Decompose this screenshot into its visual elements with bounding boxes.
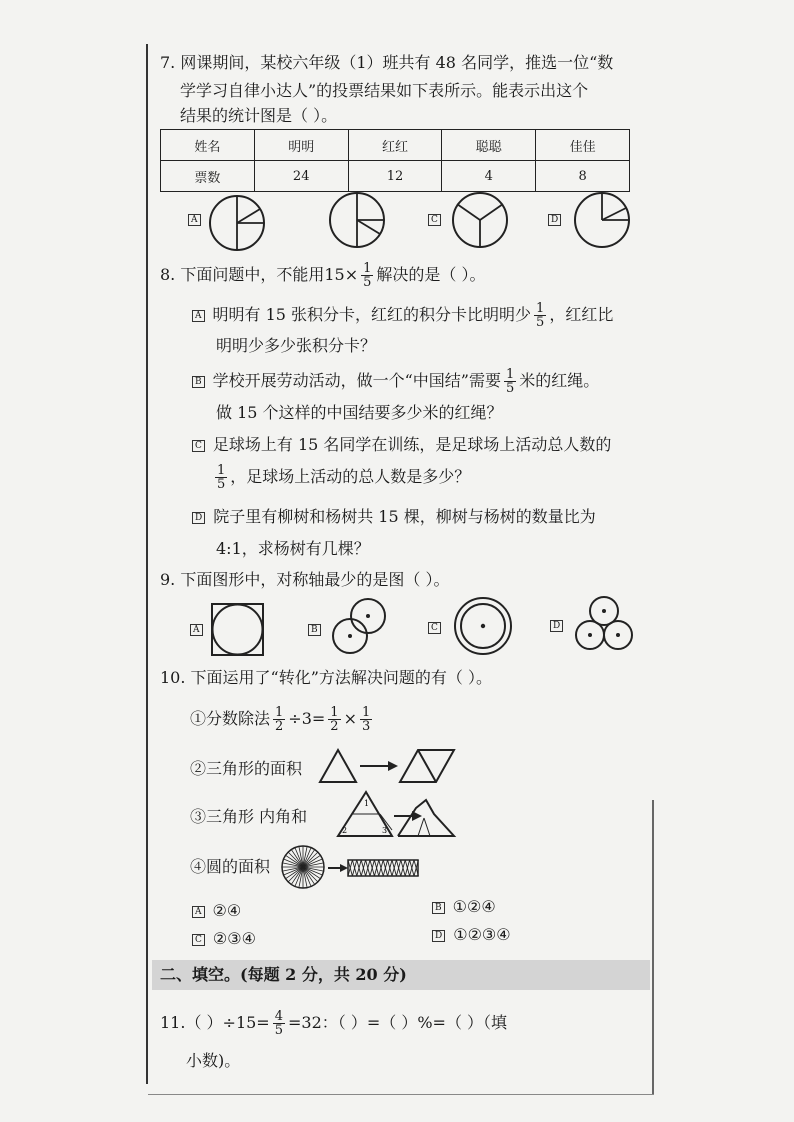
frac-num: 1 — [536, 301, 545, 316]
frac-den: 3 — [361, 719, 371, 734]
section-2-title: 二、填空。(每题 2 分，共 20 分) — [160, 965, 407, 984]
q7-line3: 结果的统计图是（ ）。 — [180, 106, 338, 125]
q9-stem: 9. 下面图形中，对称轴最少的是图（ ）。 — [160, 570, 450, 589]
option-label: D — [192, 512, 205, 524]
bottom-margin-line — [148, 1094, 654, 1095]
q8-b-text: 学校开展劳动活动，做一个“中国结”需要 — [212, 371, 501, 390]
table-cell: 票数 — [161, 161, 255, 192]
table-cell: 佳佳 — [536, 130, 630, 161]
q11-text-b: =32：（ ）=（ ）%=（ ）（填 — [288, 1013, 508, 1032]
frac-den: 5 — [363, 275, 372, 290]
frac-den: 5 — [274, 1023, 283, 1038]
angle-label: 1 — [364, 799, 370, 808]
q8-stem — [160, 262, 486, 289]
left-margin-line — [146, 44, 148, 1084]
option-label: C — [192, 440, 205, 452]
angle-label: 3 — [382, 826, 388, 835]
q8-a-text-b: ，红红比 — [549, 305, 614, 324]
table-cell: 4 — [442, 161, 536, 192]
q7-pie-d — [572, 190, 632, 250]
fraction — [504, 368, 516, 395]
q10-item4-label: ④圆的面积 — [190, 857, 271, 876]
q8-stem-a: 8. 下面问题中，不能用15× — [160, 265, 359, 284]
table-cell: 24 — [254, 161, 348, 192]
q8-b-line2: 做 15 个这样的中国结要多少米的红绳？ — [216, 403, 503, 422]
q9-option-c-label: C — [428, 622, 441, 634]
table-cell: 明明 — [254, 130, 348, 161]
q9-figure-c — [452, 595, 514, 657]
q11-line2: 小数)。 — [186, 1051, 241, 1070]
frac-num: 1 — [363, 261, 372, 276]
q9-figure-b — [330, 596, 390, 658]
q9-option-d-label: D — [550, 620, 563, 632]
frac-den: 2 — [275, 719, 284, 734]
q10-item1-times: × — [343, 709, 357, 728]
q10-option-a — [192, 900, 241, 922]
q8-option-c — [192, 434, 611, 456]
table-row — [161, 161, 630, 192]
option-label: A — [192, 310, 205, 322]
q10-circle-sectors-figure — [280, 844, 326, 890]
q7-pie-c — [450, 190, 510, 250]
q10-stem: 10. 下面运用了“转化”方法解决问题的有（ ）。 — [160, 668, 492, 687]
right-margin-line — [652, 800, 654, 1095]
table-cell: 姓名 — [161, 130, 255, 161]
frac-num: 4 — [274, 1009, 283, 1024]
option-label: B — [192, 376, 205, 388]
q10-option-b — [432, 896, 496, 918]
angle-label: 2 — [342, 826, 348, 835]
frac-num: 1 — [330, 705, 339, 720]
option-label: D — [432, 930, 445, 942]
table-cell: 红红 — [348, 130, 442, 161]
q7-line2: 学学习自律小达人”的投票结果如下表所示。能表示出这个 — [180, 81, 589, 100]
fraction — [273, 1010, 285, 1037]
q8-d-text: 院子里有柳树和杨树共 15 棵，柳树与杨树的数量比为 — [213, 507, 596, 526]
q9-figure-a — [210, 602, 265, 657]
q10-rearranged-strip — [328, 858, 420, 878]
option-label: B — [432, 902, 445, 914]
q8-c-text: 足球场上有 15 名同学在训练，是足球场上活动总人数的 — [212, 435, 612, 454]
table-cell: 聪聪 — [442, 130, 536, 161]
q11-line1 — [160, 1010, 507, 1037]
q10-option-c-text: ②③④ — [212, 929, 256, 948]
fraction — [360, 706, 372, 733]
fraction — [361, 262, 373, 289]
q8-option-a — [192, 302, 613, 329]
q10-option-a-text: ②④ — [212, 901, 242, 920]
q7-pie-b — [327, 190, 387, 250]
q7-option-d-label: D — [548, 214, 561, 226]
q8-c-line2 — [212, 464, 470, 491]
q10-item1 — [190, 706, 375, 733]
q10-item3-label: ③三角形 内角和 — [190, 807, 308, 826]
q8-a-line2: 明明少多少张积分卡？ — [216, 336, 377, 355]
q7-option-a-label: A — [188, 214, 201, 226]
q8-c-text-b: ，足球场上活动的总人数是多少？ — [230, 467, 471, 486]
frac-num: 1 — [361, 705, 371, 720]
q10-triangle-transform — [318, 748, 458, 784]
vote-table — [160, 129, 630, 192]
q10-item1-label: ①分数除法 — [190, 709, 271, 728]
option-label: A — [192, 906, 205, 918]
q8-b-text-b: 米的红绳。 — [519, 371, 600, 390]
fraction — [215, 464, 227, 491]
fraction — [273, 706, 285, 733]
q10-option-d-text: ①②③④ — [453, 925, 511, 944]
q10-option-c — [192, 928, 256, 950]
q11-text-a: 11.（ ）÷15= — [160, 1013, 270, 1032]
q8-option-b — [192, 368, 599, 395]
q7-option-c-label: C — [428, 214, 441, 226]
frac-num: 1 — [217, 463, 226, 478]
fraction — [534, 302, 546, 329]
q8-a-text: 明明有 15 张积分卡，红红的积分卡比明明少 — [212, 305, 532, 324]
q9-figure-d — [572, 594, 636, 656]
table-cell: 12 — [348, 161, 442, 192]
q10-option-d — [432, 924, 511, 946]
q10-item2-label: ②三角形的面积 — [190, 759, 303, 778]
frac-den: 5 — [217, 477, 226, 492]
option-label: C — [192, 934, 205, 946]
frac-den: 5 — [536, 315, 545, 330]
frac-den: 5 — [506, 381, 515, 396]
q9-option-b-label: B — [308, 624, 321, 636]
q9-option-a-label: A — [190, 624, 203, 636]
table-row — [161, 130, 630, 161]
frac-num: 1 — [275, 705, 284, 720]
frac-den: 2 — [330, 719, 339, 734]
q10-option-b-text: ①②④ — [452, 897, 496, 916]
q10-item1-mid: ÷3= — [288, 709, 326, 728]
q8-d-line2: 4:1，求杨树有几棵？ — [216, 539, 370, 558]
q8-option-d — [192, 506, 596, 528]
q10-angle-sum-figure — [336, 790, 456, 838]
fraction — [328, 706, 340, 733]
q8-stem-b: 解决的是（ ）。 — [376, 265, 486, 284]
frac-num: 1 — [506, 367, 515, 382]
q7-line1: 7. 网课期间，某校六年级（1）班共有 48 名同学，推选一位“数 — [160, 53, 614, 72]
q7-pie-a — [207, 193, 267, 253]
table-cell: 8 — [536, 161, 630, 192]
